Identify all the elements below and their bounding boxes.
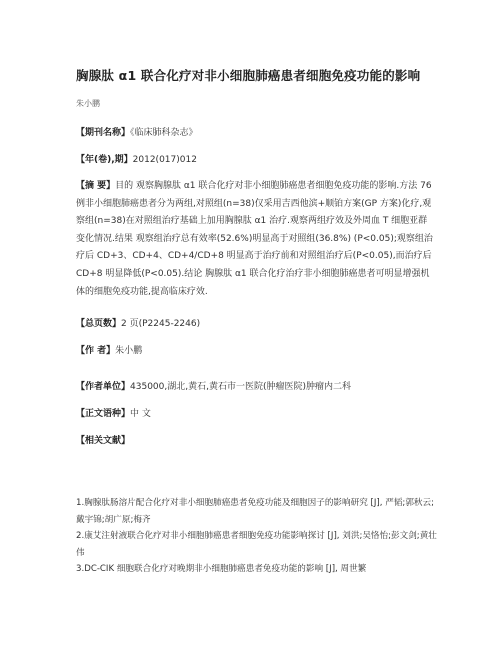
volume-value: 2012(017)012	[132, 155, 197, 165]
reference-item[interactable]: 2.康艾注射液联合化疗对非小细胞肺癌患者细胞免疫功能影响探讨 [J], 刘洪;吴恪怡;彭文剑;黄壮伟	[76, 531, 437, 558]
affiliation-field	[76, 378, 436, 396]
journal-value: 《临床肺科杂志》	[130, 128, 198, 138]
document-author: 朱小鹏	[76, 99, 100, 108]
abstract-text: 目的 观察胸腺肽 α1 联合化疗对非小细胞肺癌患者细胞免疫功能的影响.方法 76 例非小细胞肺癌患者分为两组,对照组(n=38)仅采用吉西他滨+顺铂方案(GP 方案)化疗,观察组(n=38)在对照组治疗基础上加用胸腺肽 α1 治疗.观察两组疗效及外周血 T 细胞亚群变化情况.结果 观察组治疗总有效率(52.6%)明显高于对照组(36.8%) (P<0.05);观察组治疗后 CD+3、CD+4、CD+4/CD+8 明显高于治疗前和对照组治疗后(P<0.05),而治疗后 CD+8 明显降低(P<0.05).结论 胸腺肽 α1 联合化疗治疗非小细胞肺癌患者可明显增强机体的细胞免疫功能,提高临床疗效.	[76, 181, 433, 297]
authors-label: 【作 者】	[76, 346, 116, 356]
journal-field	[76, 124, 436, 142]
related-label: 【相关文献】	[76, 436, 131, 446]
abstract-field	[76, 178, 436, 301]
document-title: 胸腺肽 α1 联合化疗对非小细胞肺癌患者细胞免疫功能的影响	[76, 68, 421, 83]
pages-field	[76, 315, 436, 333]
language-value: 中 文	[130, 409, 151, 419]
affiliation-label: 【作者单位】	[76, 382, 131, 392]
authors-value: 朱小鹏	[115, 346, 143, 356]
reference-item[interactable]: 1.胸腺肽肠溶片配合化疗对非小细胞肺癌患者免疫功能及细胞因子的影响研究 [J], 严韬;郭秋云;戴宇锦;胡广原;梅齐	[76, 498, 434, 525]
journal-label: 【期刊名称】	[76, 128, 131, 138]
affiliation-value: 435000,湖北,黄石,黄石市一医院(肿瘤医院)肿瘤内二科	[130, 382, 351, 392]
reference-item[interactable]: 3.DC-CIK 细胞联合化疗对晚期非小细胞肺癌患者免疫功能的影响 [J], 周世繁	[76, 564, 367, 574]
volume-field	[76, 151, 436, 169]
abstract-label: 【摘 要】	[76, 181, 116, 191]
pages-value: 2 页(P2245-2246)	[121, 319, 201, 329]
volume-label: 【年(卷),期】	[76, 155, 133, 165]
language-field	[76, 405, 436, 423]
language-label: 【正文语种】	[76, 409, 131, 419]
authors-field	[76, 342, 436, 360]
related-literature-heading	[76, 432, 436, 450]
reference-list	[76, 495, 438, 578]
pages-label: 【总页数】	[76, 319, 122, 329]
